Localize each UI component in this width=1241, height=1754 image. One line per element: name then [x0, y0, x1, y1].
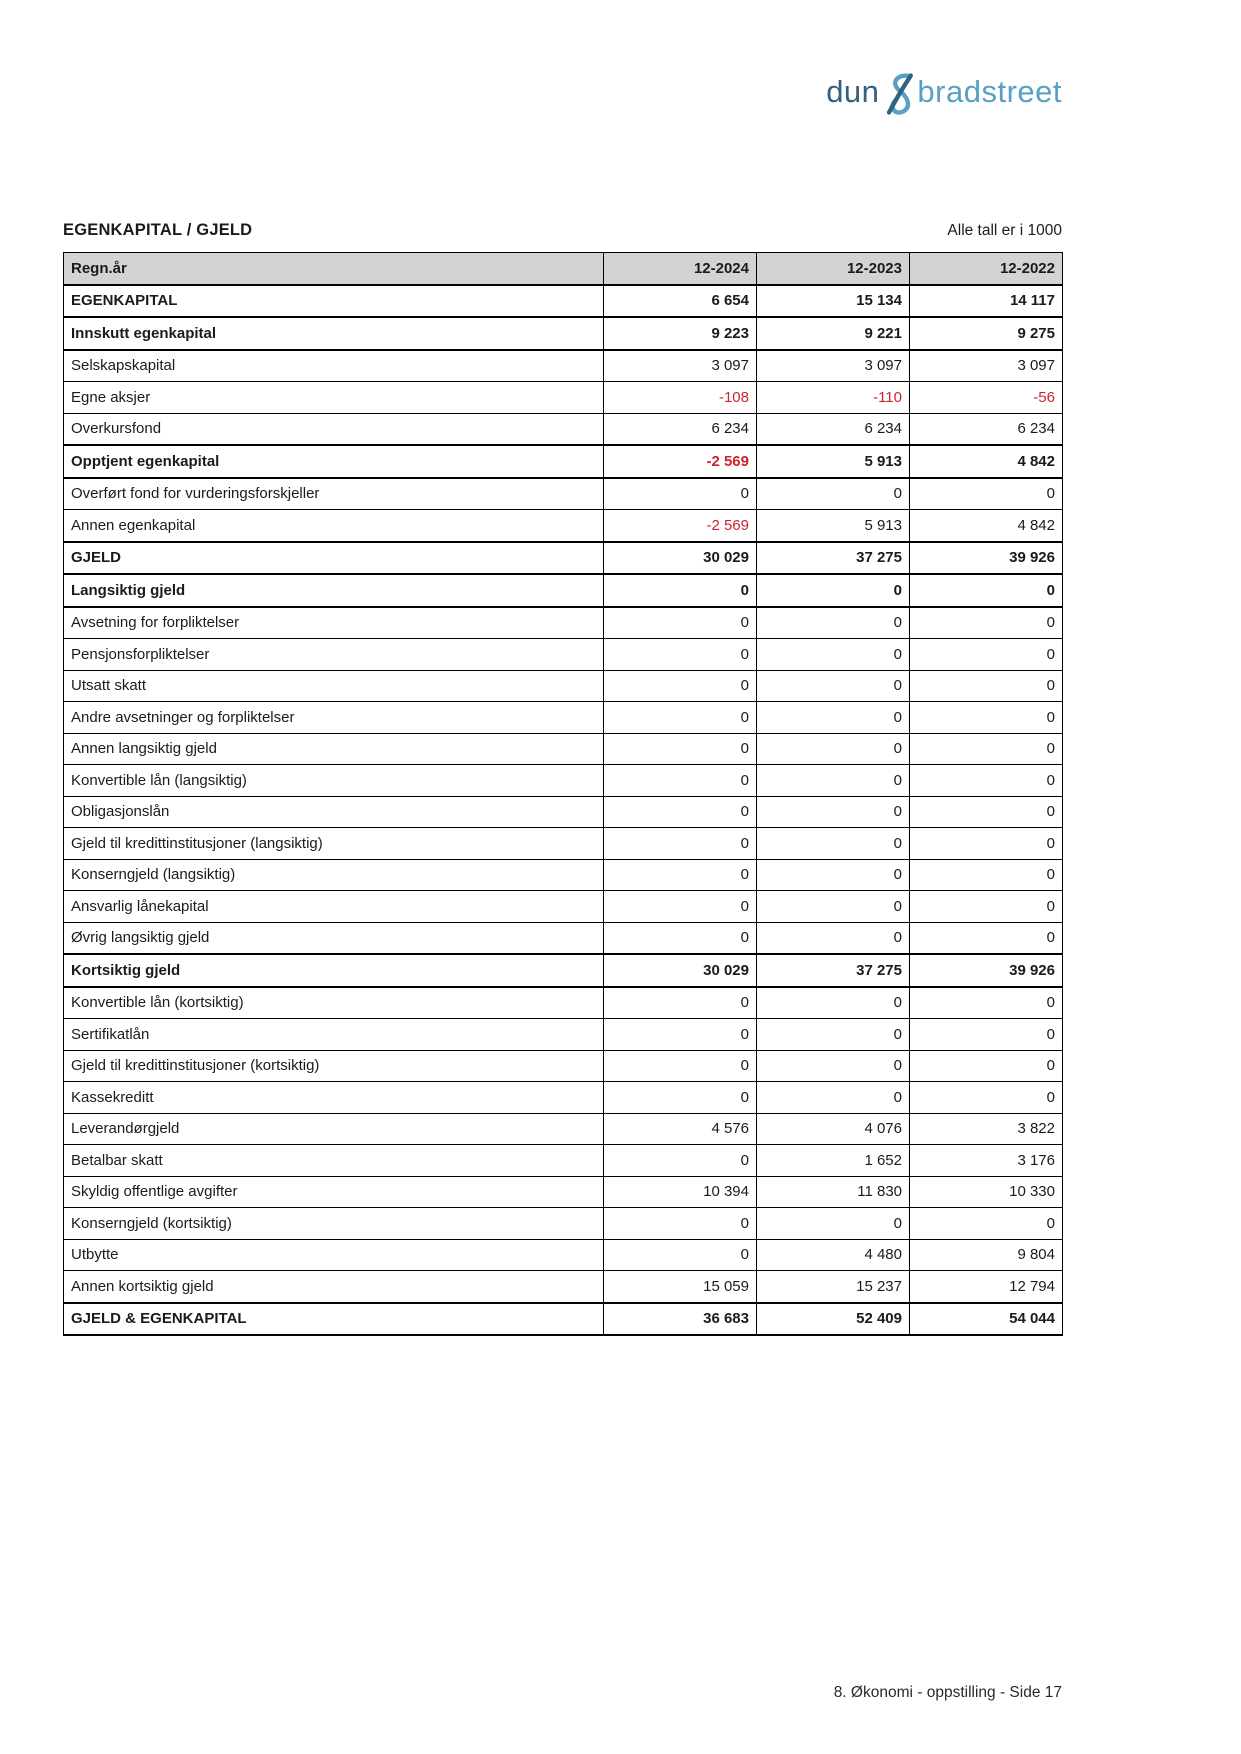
year-column-header: 12-2022: [910, 253, 1063, 285]
value-cell: -56: [910, 382, 1063, 414]
table-row: [64, 702, 1063, 734]
value-cell: 0: [604, 1082, 757, 1114]
value-cell: 5 913: [757, 510, 910, 542]
units-note: Alle tall er i 1000: [947, 222, 1062, 239]
value-cell: 39 926: [910, 954, 1063, 987]
row-label: Obligasjonslån: [64, 796, 604, 828]
row-label: Opptjent egenkapital: [64, 445, 604, 478]
row-label: Avsetning for forpliktelser: [64, 607, 604, 639]
value-cell: 39 926: [910, 542, 1063, 575]
table-row: [64, 891, 1063, 923]
row-label: Kassekreditt: [64, 1082, 604, 1114]
row-label: Egne aksjer: [64, 382, 604, 414]
value-cell: 3 097: [604, 350, 757, 382]
table-container: [63, 252, 1063, 1336]
row-label: Annen kortsiktig gjeld: [64, 1271, 604, 1303]
row-label: GJELD & EGENKAPITAL: [64, 1303, 604, 1336]
value-cell: -2 569: [604, 445, 757, 478]
page-footer: 8. Økonomi - oppstilling - Side 17: [833, 1684, 1062, 1701]
year-column-header: 12-2024: [604, 253, 757, 285]
value-cell: 12 794: [910, 1271, 1063, 1303]
value-cell: 0: [757, 607, 910, 639]
table-row: [64, 1050, 1063, 1082]
value-cell: 0: [757, 639, 910, 671]
value-cell: 0: [604, 478, 757, 510]
row-label: Selskapskapital: [64, 350, 604, 382]
row-label: Utsatt skatt: [64, 670, 604, 702]
table-row: [64, 445, 1063, 478]
value-cell: 0: [604, 702, 757, 734]
table-row: [64, 350, 1063, 382]
value-cell: 0: [910, 574, 1063, 607]
row-label: Leverandørgjeld: [64, 1113, 604, 1145]
value-cell: 30 029: [604, 954, 757, 987]
table-row: [64, 670, 1063, 702]
table-row: [64, 1271, 1063, 1303]
row-label: Konvertible lån (langsiktig): [64, 765, 604, 797]
row-label: Andre avsetninger og forpliktelser: [64, 702, 604, 734]
row-label: EGENKAPITAL: [64, 285, 604, 318]
table-row: [64, 1239, 1063, 1271]
value-cell: -110: [757, 382, 910, 414]
value-cell: 0: [604, 733, 757, 765]
value-cell: 0: [910, 828, 1063, 860]
value-cell: 0: [604, 670, 757, 702]
value-cell: 0: [757, 1208, 910, 1240]
row-label: Gjeld til kredittinstitusjoner (kortsiktig): [64, 1050, 604, 1082]
value-cell: 10 330: [910, 1176, 1063, 1208]
table-row: [64, 796, 1063, 828]
value-cell: 0: [604, 639, 757, 671]
value-cell: 0: [910, 1050, 1063, 1082]
value-cell: -108: [604, 382, 757, 414]
row-label: Pensjonsforpliktelser: [64, 639, 604, 671]
value-cell: 0: [910, 859, 1063, 891]
value-cell: 10 394: [604, 1176, 757, 1208]
value-cell: 6 234: [910, 413, 1063, 445]
value-cell: 3 097: [757, 350, 910, 382]
row-label: Langsiktig gjeld: [64, 574, 604, 607]
value-cell: 36 683: [604, 1303, 757, 1336]
table-row: [64, 765, 1063, 797]
table-row: [64, 1208, 1063, 1240]
table-row: [64, 733, 1063, 765]
value-cell: 4 480: [757, 1239, 910, 1271]
value-cell: 37 275: [757, 954, 910, 987]
table-row: [64, 1176, 1063, 1208]
value-cell: 6 234: [604, 413, 757, 445]
table-row: [64, 285, 1063, 318]
value-cell: 52 409: [757, 1303, 910, 1336]
row-label: Annen egenkapital: [64, 510, 604, 542]
table-row: [64, 382, 1063, 414]
value-cell: 0: [910, 639, 1063, 671]
table-row: [64, 1113, 1063, 1145]
table-row: [64, 639, 1063, 671]
row-label: Betalbar skatt: [64, 1145, 604, 1177]
value-cell: 0: [757, 1050, 910, 1082]
row-label: Gjeld til kredittinstitusjoner (langsiktig): [64, 828, 604, 860]
value-cell: 0: [757, 1019, 910, 1051]
logo-text-dun: dun: [826, 73, 880, 109]
value-cell: 9 223: [604, 317, 757, 350]
value-cell: 0: [910, 765, 1063, 797]
value-cell: 0: [910, 796, 1063, 828]
value-cell: 0: [910, 987, 1063, 1019]
row-label: Annen langsiktig gjeld: [64, 733, 604, 765]
value-cell: 0: [757, 574, 910, 607]
value-cell: 0: [910, 670, 1063, 702]
row-label: GJELD: [64, 542, 604, 575]
row-label: Konvertible lån (kortsiktig): [64, 987, 604, 1019]
row-label: Sertifikatlån: [64, 1019, 604, 1051]
value-cell: 9 275: [910, 317, 1063, 350]
value-cell: 0: [604, 1208, 757, 1240]
title-row: [63, 221, 1062, 240]
table-row: [64, 1019, 1063, 1051]
value-cell: 0: [757, 828, 910, 860]
value-cell: 54 044: [910, 1303, 1063, 1336]
value-cell: 15 237: [757, 1271, 910, 1303]
value-cell: 0: [604, 1019, 757, 1051]
row-label: Overkursfond: [64, 413, 604, 445]
value-cell: 37 275: [757, 542, 910, 575]
row-label: Innskutt egenkapital: [64, 317, 604, 350]
table-row: [64, 413, 1063, 445]
value-cell: 0: [604, 796, 757, 828]
value-cell: 4 076: [757, 1113, 910, 1145]
value-cell: 0: [757, 733, 910, 765]
value-cell: 6 234: [757, 413, 910, 445]
value-cell: 0: [604, 828, 757, 860]
value-cell: 0: [910, 702, 1063, 734]
table-row: [64, 1303, 1063, 1336]
value-cell: 6 654: [604, 285, 757, 318]
logo-text-bradstreet: bradstreet: [917, 73, 1062, 109]
value-cell: 0: [604, 607, 757, 639]
value-cell: 0: [604, 922, 757, 954]
value-cell: 9 804: [910, 1239, 1063, 1271]
value-cell: 0: [604, 1239, 757, 1271]
value-cell: 0: [604, 765, 757, 797]
value-cell: 0: [757, 891, 910, 923]
value-cell: 0: [910, 733, 1063, 765]
ampersand-icon: [882, 72, 916, 116]
value-cell: 11 830: [757, 1176, 910, 1208]
value-cell: 0: [757, 765, 910, 797]
value-cell: 0: [604, 859, 757, 891]
row-label: Ansvarlig lånekapital: [64, 891, 604, 923]
value-cell: 0: [910, 1082, 1063, 1114]
value-cell: 0: [757, 987, 910, 1019]
value-cell: 3 097: [910, 350, 1063, 382]
row-label: Øvrig langsiktig gjeld: [64, 922, 604, 954]
row-label: Konserngjeld (kortsiktig): [64, 1208, 604, 1240]
value-cell: 0: [757, 859, 910, 891]
value-cell: 4 842: [910, 445, 1063, 478]
year-column-header: 12-2023: [757, 253, 910, 285]
value-cell: 14 117: [910, 285, 1063, 318]
value-cell: 4 576: [604, 1113, 757, 1145]
value-cell: 0: [910, 607, 1063, 639]
value-cell: 0: [757, 1082, 910, 1114]
value-cell: -2 569: [604, 510, 757, 542]
value-cell: 0: [910, 1019, 1063, 1051]
table-row: [64, 987, 1063, 1019]
value-cell: 15 059: [604, 1271, 757, 1303]
value-cell: 3 176: [910, 1145, 1063, 1177]
row-label: Kortsiktig gjeld: [64, 954, 604, 987]
row-label: Skyldig offentlige avgifter: [64, 1176, 604, 1208]
table-row: [64, 542, 1063, 575]
table-row: [64, 574, 1063, 607]
row-label: Utbytte: [64, 1239, 604, 1271]
value-cell: 0: [604, 891, 757, 923]
value-cell: 5 913: [757, 445, 910, 478]
table-row: [64, 828, 1063, 860]
value-cell: 9 221: [757, 317, 910, 350]
value-cell: 0: [604, 1050, 757, 1082]
value-cell: 0: [757, 796, 910, 828]
value-cell: 0: [910, 891, 1063, 923]
table-head: [64, 253, 1063, 285]
row-label: Konserngjeld (langsiktig): [64, 859, 604, 891]
value-cell: 30 029: [604, 542, 757, 575]
value-cell: 0: [604, 574, 757, 607]
table-row: [64, 510, 1063, 542]
table-row: [64, 1082, 1063, 1114]
table-row: [64, 317, 1063, 350]
value-cell: 0: [604, 987, 757, 1019]
table-row: [64, 954, 1063, 987]
value-cell: 0: [910, 478, 1063, 510]
table-row: [64, 922, 1063, 954]
table-row: [64, 859, 1063, 891]
page-title: EGENKAPITAL / GJELD: [63, 221, 253, 239]
financial-table: [63, 252, 1063, 1336]
table-header-row: [64, 253, 1063, 285]
value-cell: 4 842: [910, 510, 1063, 542]
value-cell: 0: [604, 1145, 757, 1177]
dun-bradstreet-logo: [826, 72, 1062, 110]
label-column-header: Regn.år: [64, 253, 604, 285]
value-cell: 1 652: [757, 1145, 910, 1177]
value-cell: 0: [910, 1208, 1063, 1240]
value-cell: 0: [757, 478, 910, 510]
value-cell: 3 822: [910, 1113, 1063, 1145]
row-label: Overført fond for vurderingsforskjeller: [64, 478, 604, 510]
value-cell: 0: [757, 702, 910, 734]
table-row: [64, 607, 1063, 639]
value-cell: 0: [757, 670, 910, 702]
value-cell: 0: [910, 922, 1063, 954]
value-cell: 15 134: [757, 285, 910, 318]
value-cell: 0: [757, 922, 910, 954]
table-body: [64, 285, 1063, 1336]
table-row: [64, 478, 1063, 510]
table-row: [64, 1145, 1063, 1177]
